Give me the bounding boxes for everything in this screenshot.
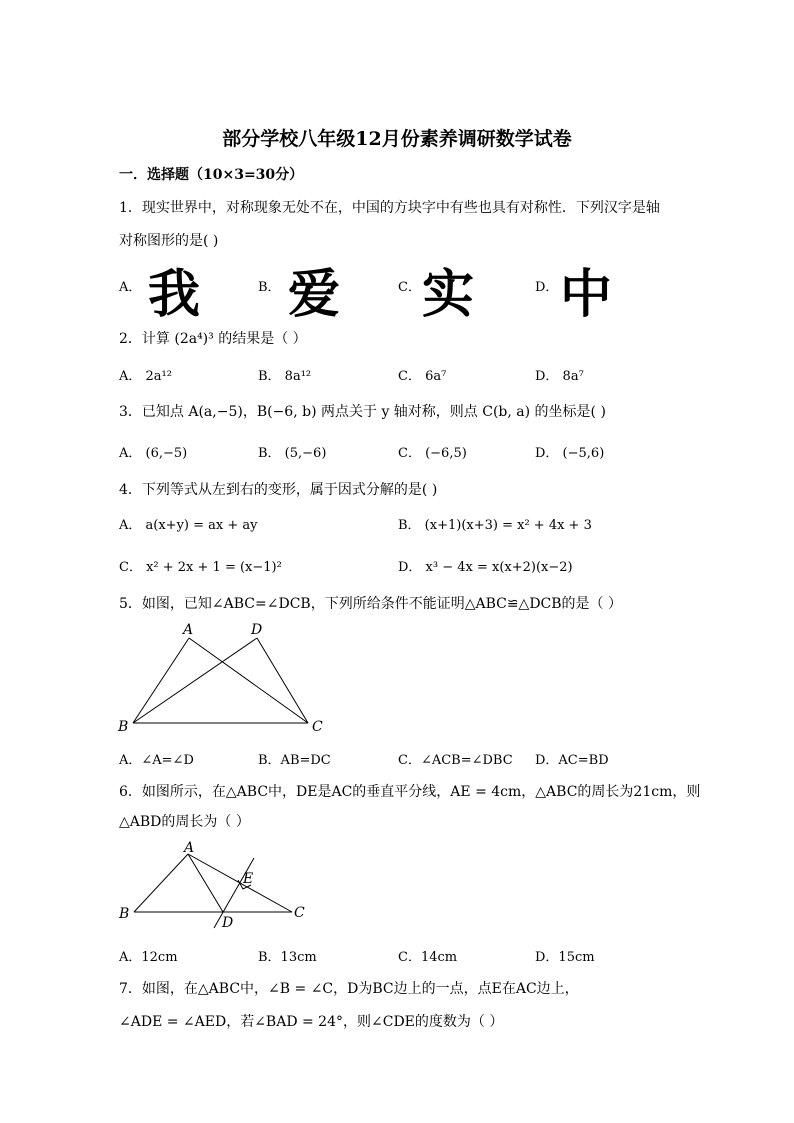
exam-title: 部分学校八年级12月份素养调研数学试卷 — [222, 128, 572, 150]
q6-option-b: B．13cm — [258, 950, 317, 965]
q5-label-a: A — [183, 622, 194, 638]
q5-label-c: C — [312, 719, 323, 735]
q6-option-c: C．14cm — [398, 950, 458, 965]
q6-label-b: B — [119, 906, 130, 922]
q7-stem-line1: 7．如图，在△ABC中，∠B = ∠C，D为BC边上的一点，点E在AC边上， — [119, 981, 579, 997]
q1-option-d-char: 中 — [560, 265, 613, 325]
q3-option-d: D． (−5,6) — [535, 446, 605, 461]
q5-option-b: B．AB=DC — [258, 753, 331, 768]
q6-segment-ab — [134, 854, 188, 912]
q5-label-b: B — [118, 719, 129, 735]
q6-option-a: A．12cm — [119, 950, 178, 965]
q5-option-d: D．AC=BD — [535, 753, 609, 768]
q5-segment-dc — [257, 638, 308, 723]
q1-stem-line1: 1．现实世界中，对称现象无处不在，中国的方块字中有些也具有对称性．下列汉字是轴 — [119, 200, 660, 216]
q2-option-a: A． 2a¹² — [119, 369, 172, 384]
section-heading: 一．选择题（10×3=30分） — [119, 167, 304, 183]
q5-figure — [110, 618, 340, 738]
q1-option-a-label: A． — [119, 280, 142, 295]
q2-option-b: B． 8a¹² — [258, 369, 312, 384]
q6-label-e: E — [243, 871, 254, 887]
q7-stem-line2: ∠ADE = ∠AED，若∠BAD = 24°，则∠CDE的度数为（ ） — [119, 1014, 504, 1030]
q6-perpendicular-bisector — [214, 858, 254, 928]
q3-option-a: A． (6,−5) — [119, 446, 188, 461]
q5-segment-ac — [189, 638, 308, 723]
q5-option-a: A．∠A=∠D — [119, 753, 194, 768]
q6-segment-ad — [188, 854, 223, 912]
q6-option-d: D．15cm — [535, 950, 595, 965]
q4-option-d: D． x³ − 4x = x(x+2)(x−2) — [398, 560, 573, 575]
q2-option-d: D． 8a⁷ — [535, 369, 584, 384]
q1-option-c-char: 实 — [422, 265, 475, 325]
q3-option-b: B． (5,−6) — [258, 446, 327, 461]
q1-option-a-char: 我 — [148, 265, 201, 325]
q5-segment-ab — [133, 638, 189, 723]
q3-stem: 3．已知点 A(a,−5)，B(−6, b) 两点关于 y 轴对称，则点 C(b, a) 的坐标是( ) — [119, 404, 606, 420]
q1-option-c-label: C． — [398, 280, 421, 295]
q6-label-c: C — [294, 905, 305, 921]
q4-option-c: C． x² + 2x + 1 = (x−1)² — [119, 560, 282, 575]
q6-stem-line1: 6．如图所示，在△ABC中，DE是AC的垂直平分线，AE = 4cm，△ABC的周长为21cm，则 — [119, 784, 701, 800]
q6-label-d: D — [222, 915, 234, 931]
q5-stem: 5．如图，已知∠ABC=∠DCB，下列所给条件不能证明△ABC≌△DCB的是（ ） — [119, 596, 623, 612]
q5-label-d: D — [251, 622, 263, 638]
q5-segment-db — [133, 638, 257, 723]
q2-stem: 2．计算 (2a⁴)³ 的结果是（ ） — [119, 331, 307, 347]
q4-stem: 4．下列等式从左到右的变形，属于因式分解的是( ) — [119, 482, 438, 498]
q2-option-c: C． 6a⁷ — [398, 369, 447, 384]
q1-option-d-label: D． — [535, 280, 559, 295]
q4-option-b: B． (x+1)(x+3) = x² + 4x + 3 — [398, 518, 592, 533]
q1-option-b-label: B． — [258, 280, 281, 295]
q6-figure — [112, 838, 322, 934]
q3-option-c: C． (−6,5) — [398, 446, 467, 461]
q4-option-a: A． a(x+y) = ax + ay — [119, 518, 258, 533]
q6-stem-line2: △ABD的周长为（ ） — [119, 814, 250, 830]
q5-option-c: C．∠ACB=∠DBC — [398, 753, 513, 768]
q1-option-b-char: 爱 — [288, 265, 341, 325]
q6-label-a: A — [184, 840, 195, 856]
q1-stem-line2: 对称图形的是( ) — [119, 233, 219, 249]
